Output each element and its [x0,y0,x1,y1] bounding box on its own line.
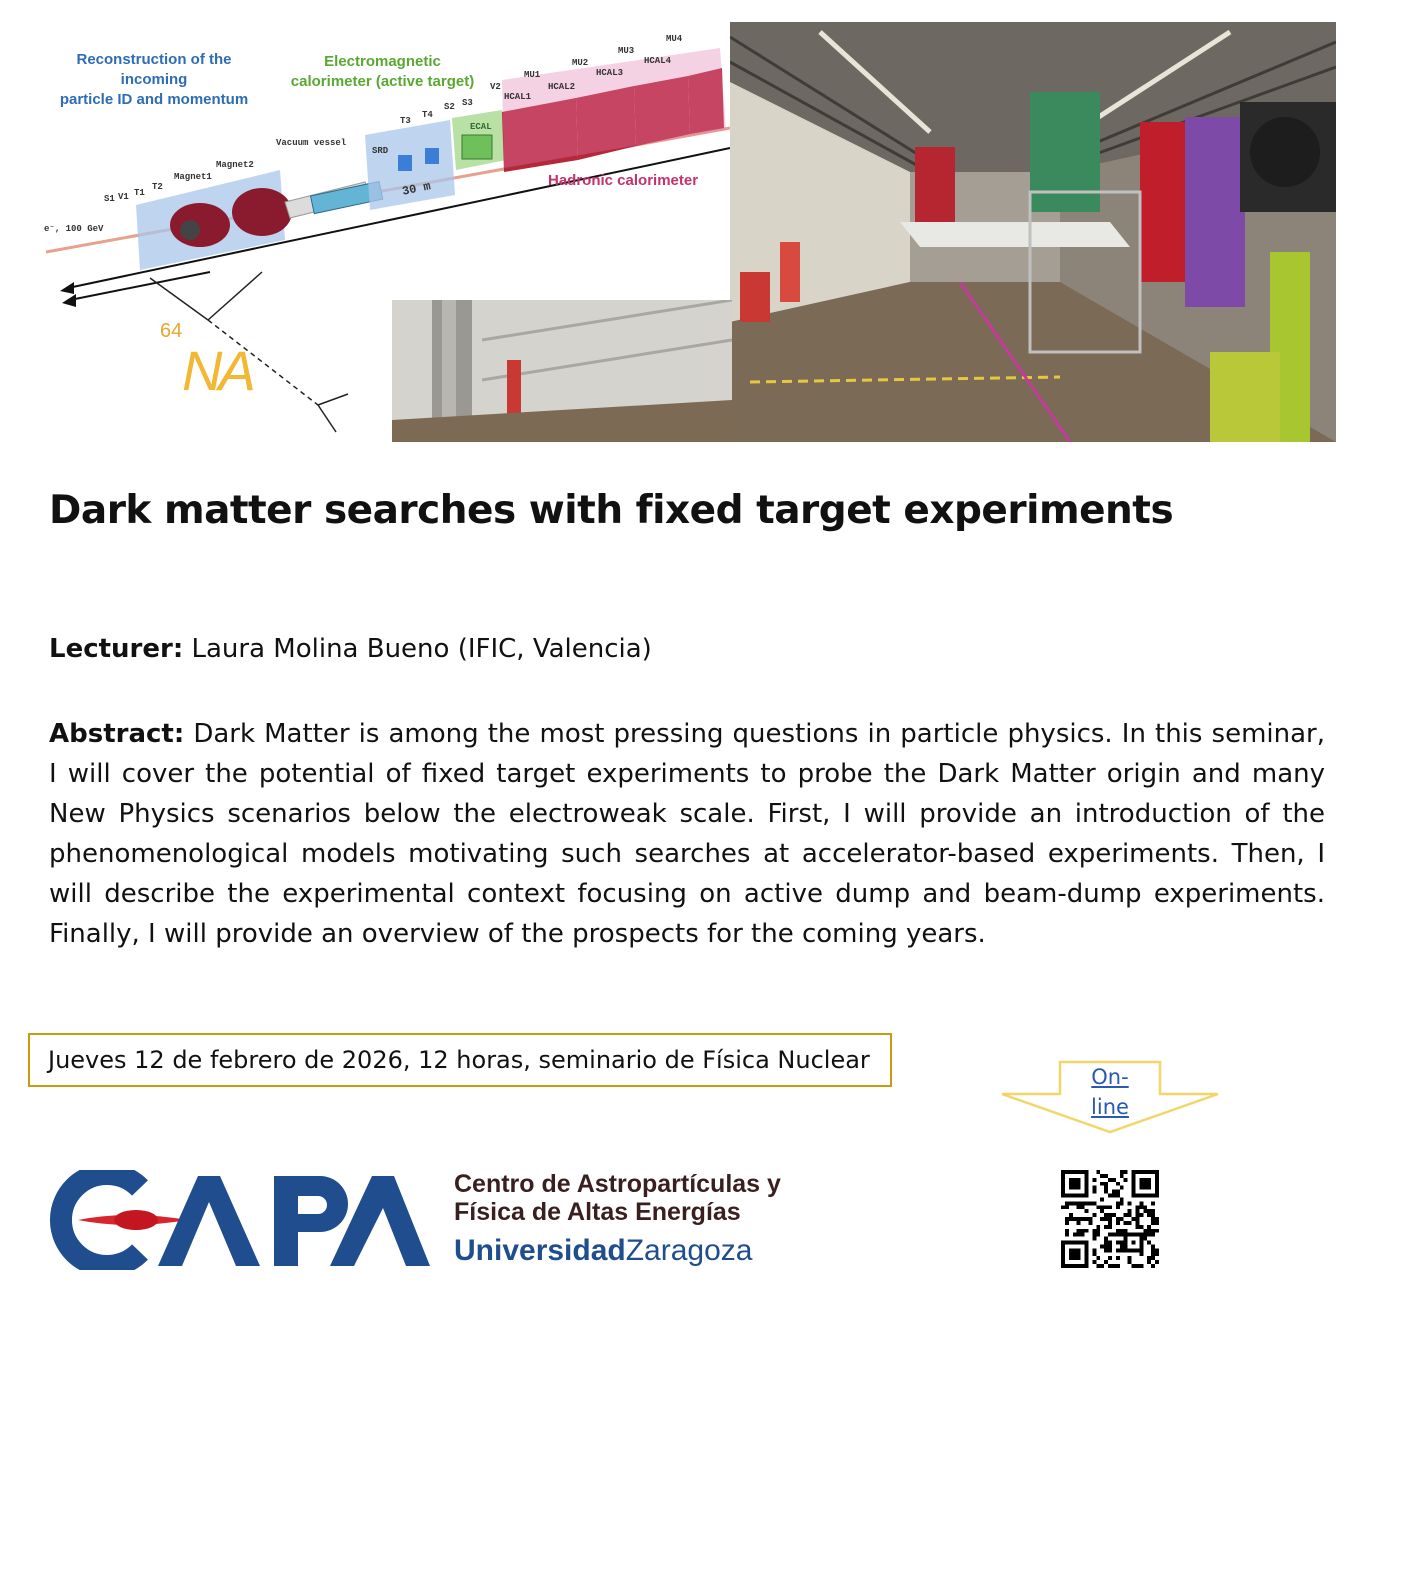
diagram-mu1-label: MU1 [524,70,541,80]
diagram-magnet1-label: Magnet1 [174,172,212,182]
abstract-text: Dark Matter is among the most pressing questions in particle physics. In this seminar, I will cover the potential of fixed target experiments to probe the Dark Matter origin and many New Physics scenarios below the electroweak scale. First, I will provide an introduction of the phenomenological models motivating such searches at accelerator-based experiments. Then, I will describe the experimental context focusing on active dump and beam-dump experiments. Finally, I will provide an overview of the prospects for the coming years. [49,719,1325,949]
university-name [454,1234,874,1268]
hall-photo-lower-illustration [392,300,732,442]
organizer-line1: Centro de Astropartículas y [454,1170,781,1198]
diagram-t2-label: T2 [152,182,163,192]
abstract-label: Abstract: [49,719,185,749]
lecturer-value: Laura Molina Bueno (IFIC, Valencia) [183,634,652,664]
hall-photo-illustration [730,22,1336,442]
diagram-s3-label: S3 [462,98,473,108]
university-bold: Universidad [454,1234,626,1267]
diagram-hcal4-label: HCAL4 [644,56,672,66]
experiment-hall-photo [730,22,1336,442]
diagram-magnet2-label: Magnet2 [216,160,254,170]
online-arrow [998,1060,1222,1134]
hall-photo-lower-strip [392,300,732,442]
online-link[interactable] [1082,1062,1138,1122]
diagram-label-reconstruction-3: particle ID and momentum [59,91,249,108]
diagram-mu4-label: MU4 [666,34,683,44]
diagram-t1-label: T1 [134,188,145,198]
event-date-box: Jueves 12 de febrero de 2026, 12 horas, seminario de Física Nuclear [28,1033,892,1087]
diagram-label-em-1: Electromagnetic [324,53,441,70]
diagram-t4-label: T4 [422,110,433,120]
page-title: Dark matter searches with fixed target experiments [49,488,1174,533]
lecturer-line [49,634,1329,664]
qr-code-icon [1061,1170,1159,1268]
na64-logo-letters: NA [182,339,252,402]
diagram-length-label: 30 m [400,179,432,199]
university-city: Zaragoza [625,1234,753,1267]
organizer-line2: Física de Altas Energías [454,1198,741,1226]
organizer-block [454,1170,874,1268]
abstract-paragraph [49,714,1325,954]
diagram-s2-label: S2 [444,102,455,112]
diagram-hcal2-label: HCAL2 [548,82,576,92]
diagram-mu3-label: MU3 [618,46,635,56]
diagram-v1-label: V1 [118,192,129,202]
diagram-hcal3-label: HCAL3 [596,68,624,78]
diagram-ecal-label: ECAL [470,122,492,132]
capa-logo-mark [48,1170,430,1270]
diagram-label-em-2: calorimeter (active target) [290,73,475,90]
na64-logo-number: 64 [160,320,183,342]
lecturer-label: Lecturer: [49,634,184,664]
diagram-mu2-label: MU2 [572,58,589,68]
diagram-beam-label: e⁻, 100 GeV [44,224,104,234]
online-link-line2[interactable]: line [1091,1095,1129,1119]
diagram-vacuum-label: Vacuum vessel [276,138,347,148]
online-link-line1[interactable]: On- [1091,1065,1129,1089]
capa-logo [48,1170,430,1270]
diagram-t3-label: T3 [400,116,411,126]
diagram-label-reconstruction-2: incoming [120,71,188,88]
qr-code[interactable] [1061,1170,1159,1268]
diagram-s1-label: S1 [104,194,115,204]
diagram-hcal1-label: HCAL1 [504,92,532,102]
diagram-srd-label: SRD [372,146,389,156]
diagram-label-hadronic: Hadronic calorimeter [548,172,699,189]
diagram-label-reconstruction-1: Reconstruction of the [76,51,232,68]
diagram-v2-label: V2 [490,82,501,92]
